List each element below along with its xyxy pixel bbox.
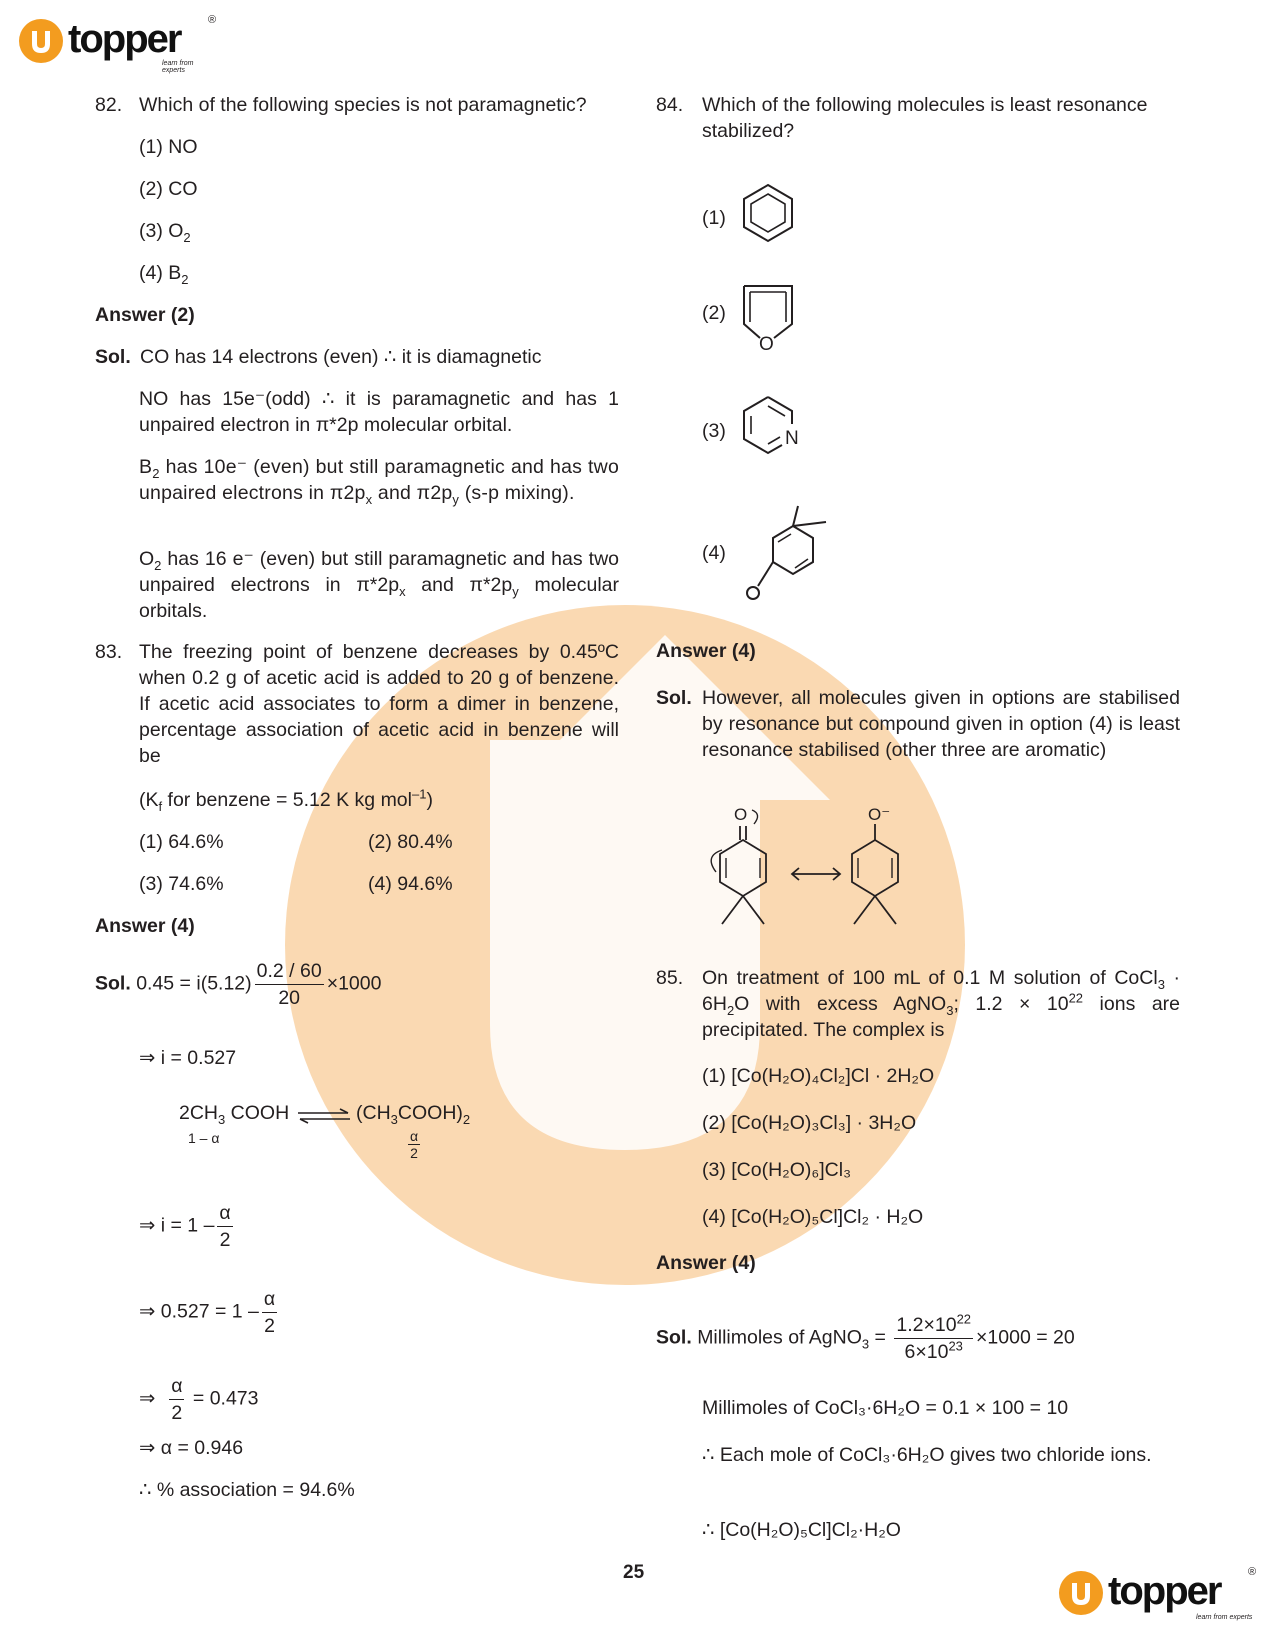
q83-option-3: (3) 74.6% [139,873,224,895]
q85-option-1: (1) [Co(H₂O)₄Cl₂]Cl · 2H₂O [702,1065,935,1087]
q82-sol-no: NO has 15e⁻(odd) ∴ it is paramagnetic and has 1 unpaired electron in π*2p molecular orbital. [139,388,619,436]
q85-sol-cocl3: Millimoles of CoCl₃·6H₂O = 0.1 × 100 = 10 [702,1397,1069,1419]
q82-option-1: (1) NO [139,136,198,158]
q84-option-4: (4) [702,542,726,564]
q85-option-4: (4) [Co(H₂O)₅Cl]Cl₂ · H₂O [702,1206,924,1228]
benzene-structure [738,182,798,246]
q83-dimer-under-right: $\frac{\alpha}{2}$ [410,1128,419,1161]
pyran-oxygen: O [759,334,774,355]
header-logo [18,14,218,74]
q82-question: Which of the following species is not paramagnetic? [139,94,587,116]
q85-option-2: (2) [Co(H₂O)₃Cl₃] · 3H₂O [702,1112,917,1134]
resonance-right-oxygen: O⁻ [868,805,891,824]
pyridine-structure [738,394,804,460]
q82-sol-b2: $B_2$ has 10e⁻ (even) but still paramagnetic and has two unpaired electrons in $\pi 2p_x$ and $\pi 2p_y$ (s-p mixing). [139,456,619,507]
resonance-left-oxygen: O [734,805,748,824]
q83-step-i: ⇒ i = 0.527 [139,1047,237,1069]
pyran-structure [738,282,798,356]
q84-answer: Answer (4) [656,640,756,662]
q83-number: 83. [95,641,123,663]
q83-dimer-right: $(CH_3COOH)_2$ [356,1102,471,1127]
q83-sol-equation: Sol. 0.45 = i(5.12) $\frac{0.2 / 60}{20}$ ×1000 [95,960,382,1009]
q84-question: Which of the following molecules is least resonance stabilized? [702,94,1148,142]
q84-option-3: (3) [702,420,726,442]
pyridine-nitrogen: N [785,428,799,449]
q85-sol-chloride: ∴ Each mole of CoCl₃·6H₂O gives two chloride ions. [702,1444,1152,1466]
q83-option-4: (4) 94.6% [368,873,453,895]
q85-answer: Answer (4) [656,1252,756,1274]
q85-sol-agno3: Sol. Millimoles of AgNO$_3$ = $\frac{1.2\times 10^{22}}{6\times 10^{23}}$ ×1000 = 20 [656,1311,1075,1363]
q83-option-2: (2) 80.4% [368,831,453,853]
footer-logo [1058,1560,1258,1630]
q85-number: 85. [656,967,684,989]
logo-tagline: learn from experts [162,60,194,74]
page-number: 25 [623,1562,645,1583]
q83-question: The freezing point of benzene decreases by 0.45ºC when 0.2 g of acetic acid is added to 20 g of benzene. If acetic acid associates to form a dimer in benzene, percentage association of acetic acid in benzene will be [139,641,619,767]
equilibrium-arrow [296,1108,352,1124]
q84-solution: However, all molecules given in options are stabilised by resonance but compound given in option (4) is least resonance stabilised (other three are aromatic) [702,687,1180,761]
q83-option-1: (1) 64.6% [139,831,224,853]
q83-step-half-alpha: ⇒ $\frac{\alpha}{2}$ = 0.473 [139,1375,259,1424]
q82-option-4: (4) $B_2$ [139,262,189,287]
q83-dimer-left: $2CH_3$ COOH [179,1102,290,1127]
logo-registered: ® [208,14,217,26]
q83-step-alpha: ⇒ α = 0.946 [139,1437,244,1459]
q82-answer: Answer (2) [95,304,195,326]
q82-option-3: (3) $O_2$ [139,220,191,245]
dienone-structure [738,502,838,606]
footer-logo-tagline: learn from experts [1196,1614,1253,1621]
q83-result: ∴ % association = 94.6% [139,1479,355,1501]
q84-option-1: (1) [702,207,726,229]
footer-logo-text: topper [1108,1569,1221,1613]
q84-number: 84. [656,94,684,116]
q85-question: On treatment of 100 mL of 0.1 M solution of CoCl$_3$ · $6H_2O$ with excess AgNO$_3$; $1.2 \times 10^{22}$ ions are precipitated. The complex is [702,967,1181,1041]
q83-step-0527: ⇒ 0.527 = 1 – $\frac{\alpha}{2}$ [139,1288,276,1337]
q82-number: 82. [95,94,123,116]
q83-kf: ($K_f$ for benzene = 5.12 K kg mol$^{-1}$) [139,786,433,814]
q83-answer: Answer (4) [95,915,195,937]
logo-icon [18,18,64,64]
q83-step-i-alpha: ⇒ i = 1 – $\frac{\alpha}{2}$ [139,1202,231,1251]
q84-sol-label: Sol. [656,687,692,709]
q82-option-2: (2) CO [139,178,198,200]
q82-sol-line1: CO has 14 electrons (even) ∴ it is diamagnetic [140,346,542,368]
footer-logo-registered: ® [1248,1566,1257,1578]
q82-sol-label: Sol. [95,346,131,368]
q83-dimer-under-left: 1 – α [188,1130,220,1146]
footer-logo-icon [1058,1570,1104,1616]
resonance-diagram [700,800,920,936]
q85-sol-result: ∴ [Co(H₂O)₅Cl]Cl₂·H₂O [702,1519,901,1541]
q82-sol-o2: $O_2$ has 16 e⁻ (even) but still paramagnetic and has two unpaired electrons in $\pi*2p_x$ and $\pi*2p_y$ molecular orbitals. [139,548,619,622]
q85-option-3: (3) [Co(H₂O)₆]Cl₃ [702,1159,852,1181]
logo-text: topper [68,17,181,61]
q84-option-2: (2) [702,302,726,324]
